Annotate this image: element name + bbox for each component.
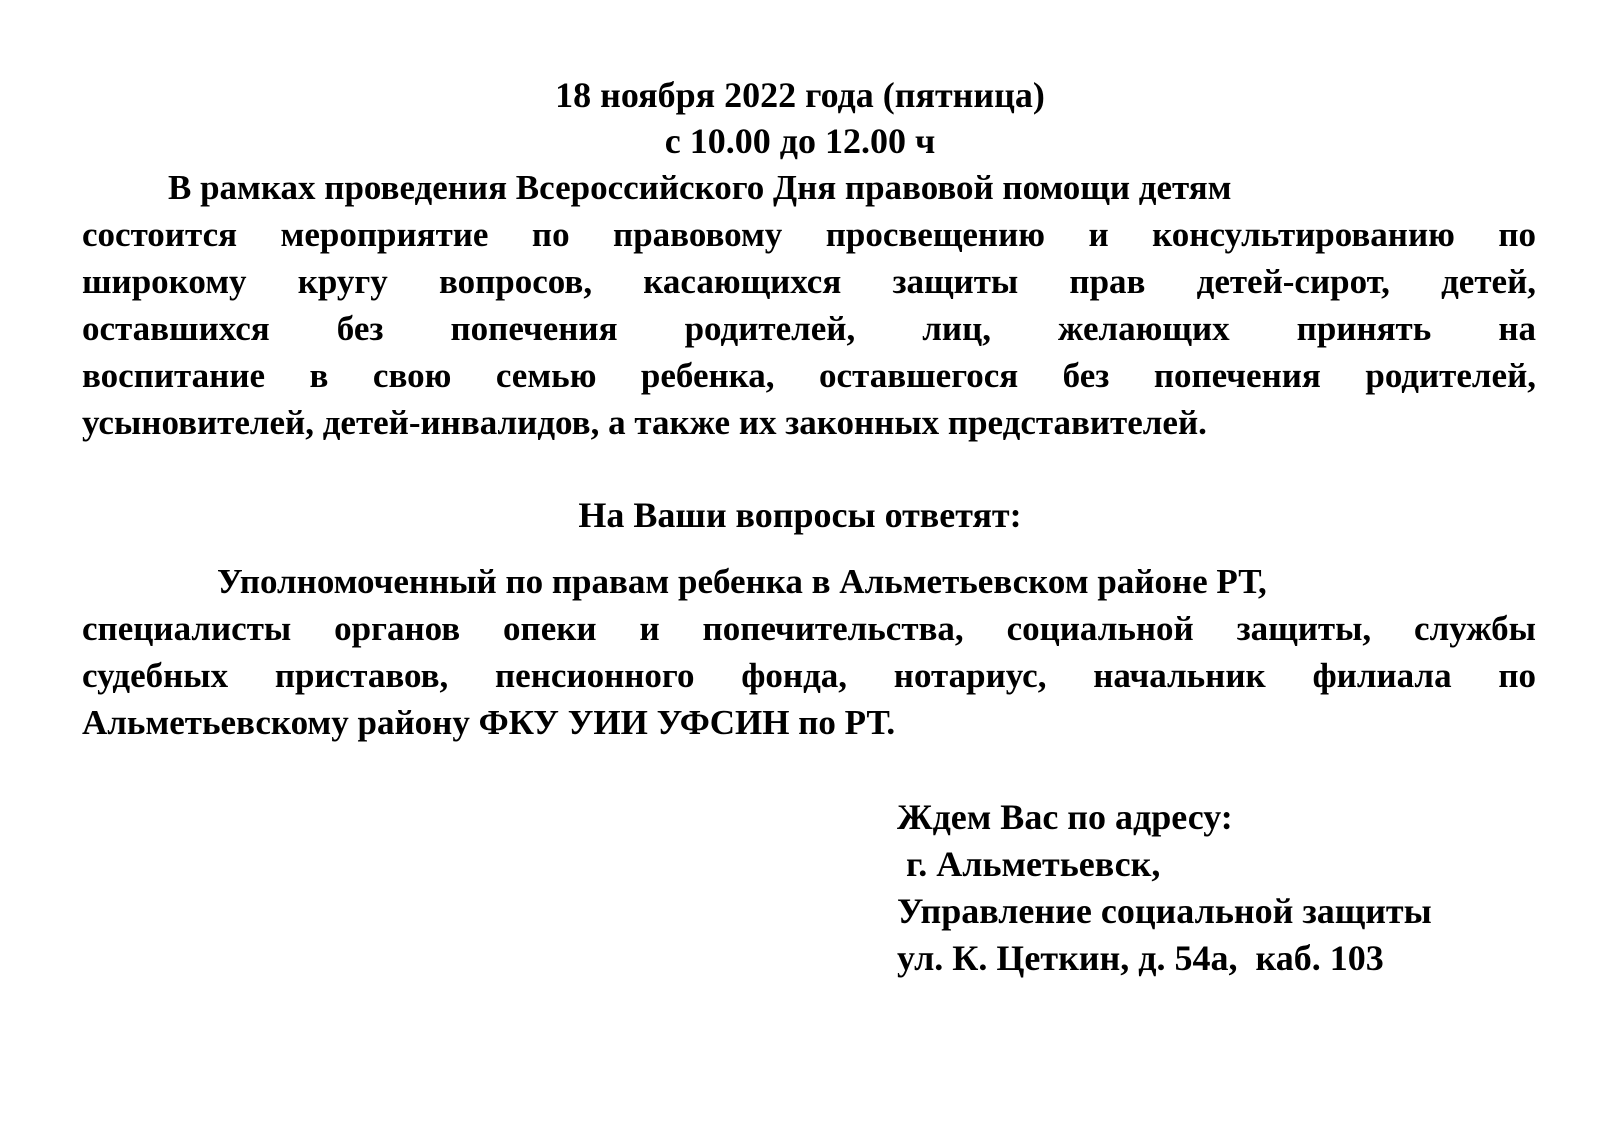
answers-line: специалисты органов опеки и попечительства, социальной защиты, службы bbox=[82, 609, 1536, 648]
address-line: Управление социальной защиты bbox=[897, 891, 1432, 931]
event-date: 18 ноября 2022 года (пятница) bbox=[555, 75, 1045, 115]
address-block bbox=[897, 794, 1577, 982]
answers-line: Уполномоченный по правам ребенка в Альметьевском районе РТ, bbox=[217, 562, 1267, 601]
intro-line: воспитание в свою семью ребенка, оставшегося без попечения родителей, bbox=[82, 356, 1536, 395]
address-line: г. Альметьевск, bbox=[897, 844, 1161, 884]
answers-paragraph bbox=[82, 558, 1536, 746]
address-line: Ждем Вас по адресу: bbox=[897, 797, 1233, 837]
answers-line: Альметьевскому району ФКУ УИИ УФСИН по РТ. bbox=[82, 703, 896, 742]
intro-paragraph bbox=[82, 164, 1536, 446]
event-time: с 10.00 до 12.00 ч bbox=[664, 121, 936, 161]
intro-line: широкому кругу вопросов, касающихся защиты прав детей-сирот, детей, bbox=[82, 262, 1536, 301]
answers-heading: На Ваши вопросы ответят: bbox=[578, 495, 1022, 535]
intro-line: усыновителей, детей-инвалидов, а также их законных представителей. bbox=[82, 403, 1207, 442]
answers-line: судебных приставов, пенсионного фонда, нотариус, начальник филиала по bbox=[82, 656, 1536, 695]
intro-line: оставшихся без попечения родителей, лиц, желающих принять на bbox=[82, 309, 1536, 348]
address-line: ул. К. Цеткин, д. 54а, каб. 103 bbox=[897, 938, 1384, 978]
intro-line: состоится мероприятие по правовому просвещению и консультированию по bbox=[82, 215, 1536, 254]
intro-line: В рамках проведения Всероссийского Дня правовой помощи детям bbox=[168, 168, 1232, 207]
